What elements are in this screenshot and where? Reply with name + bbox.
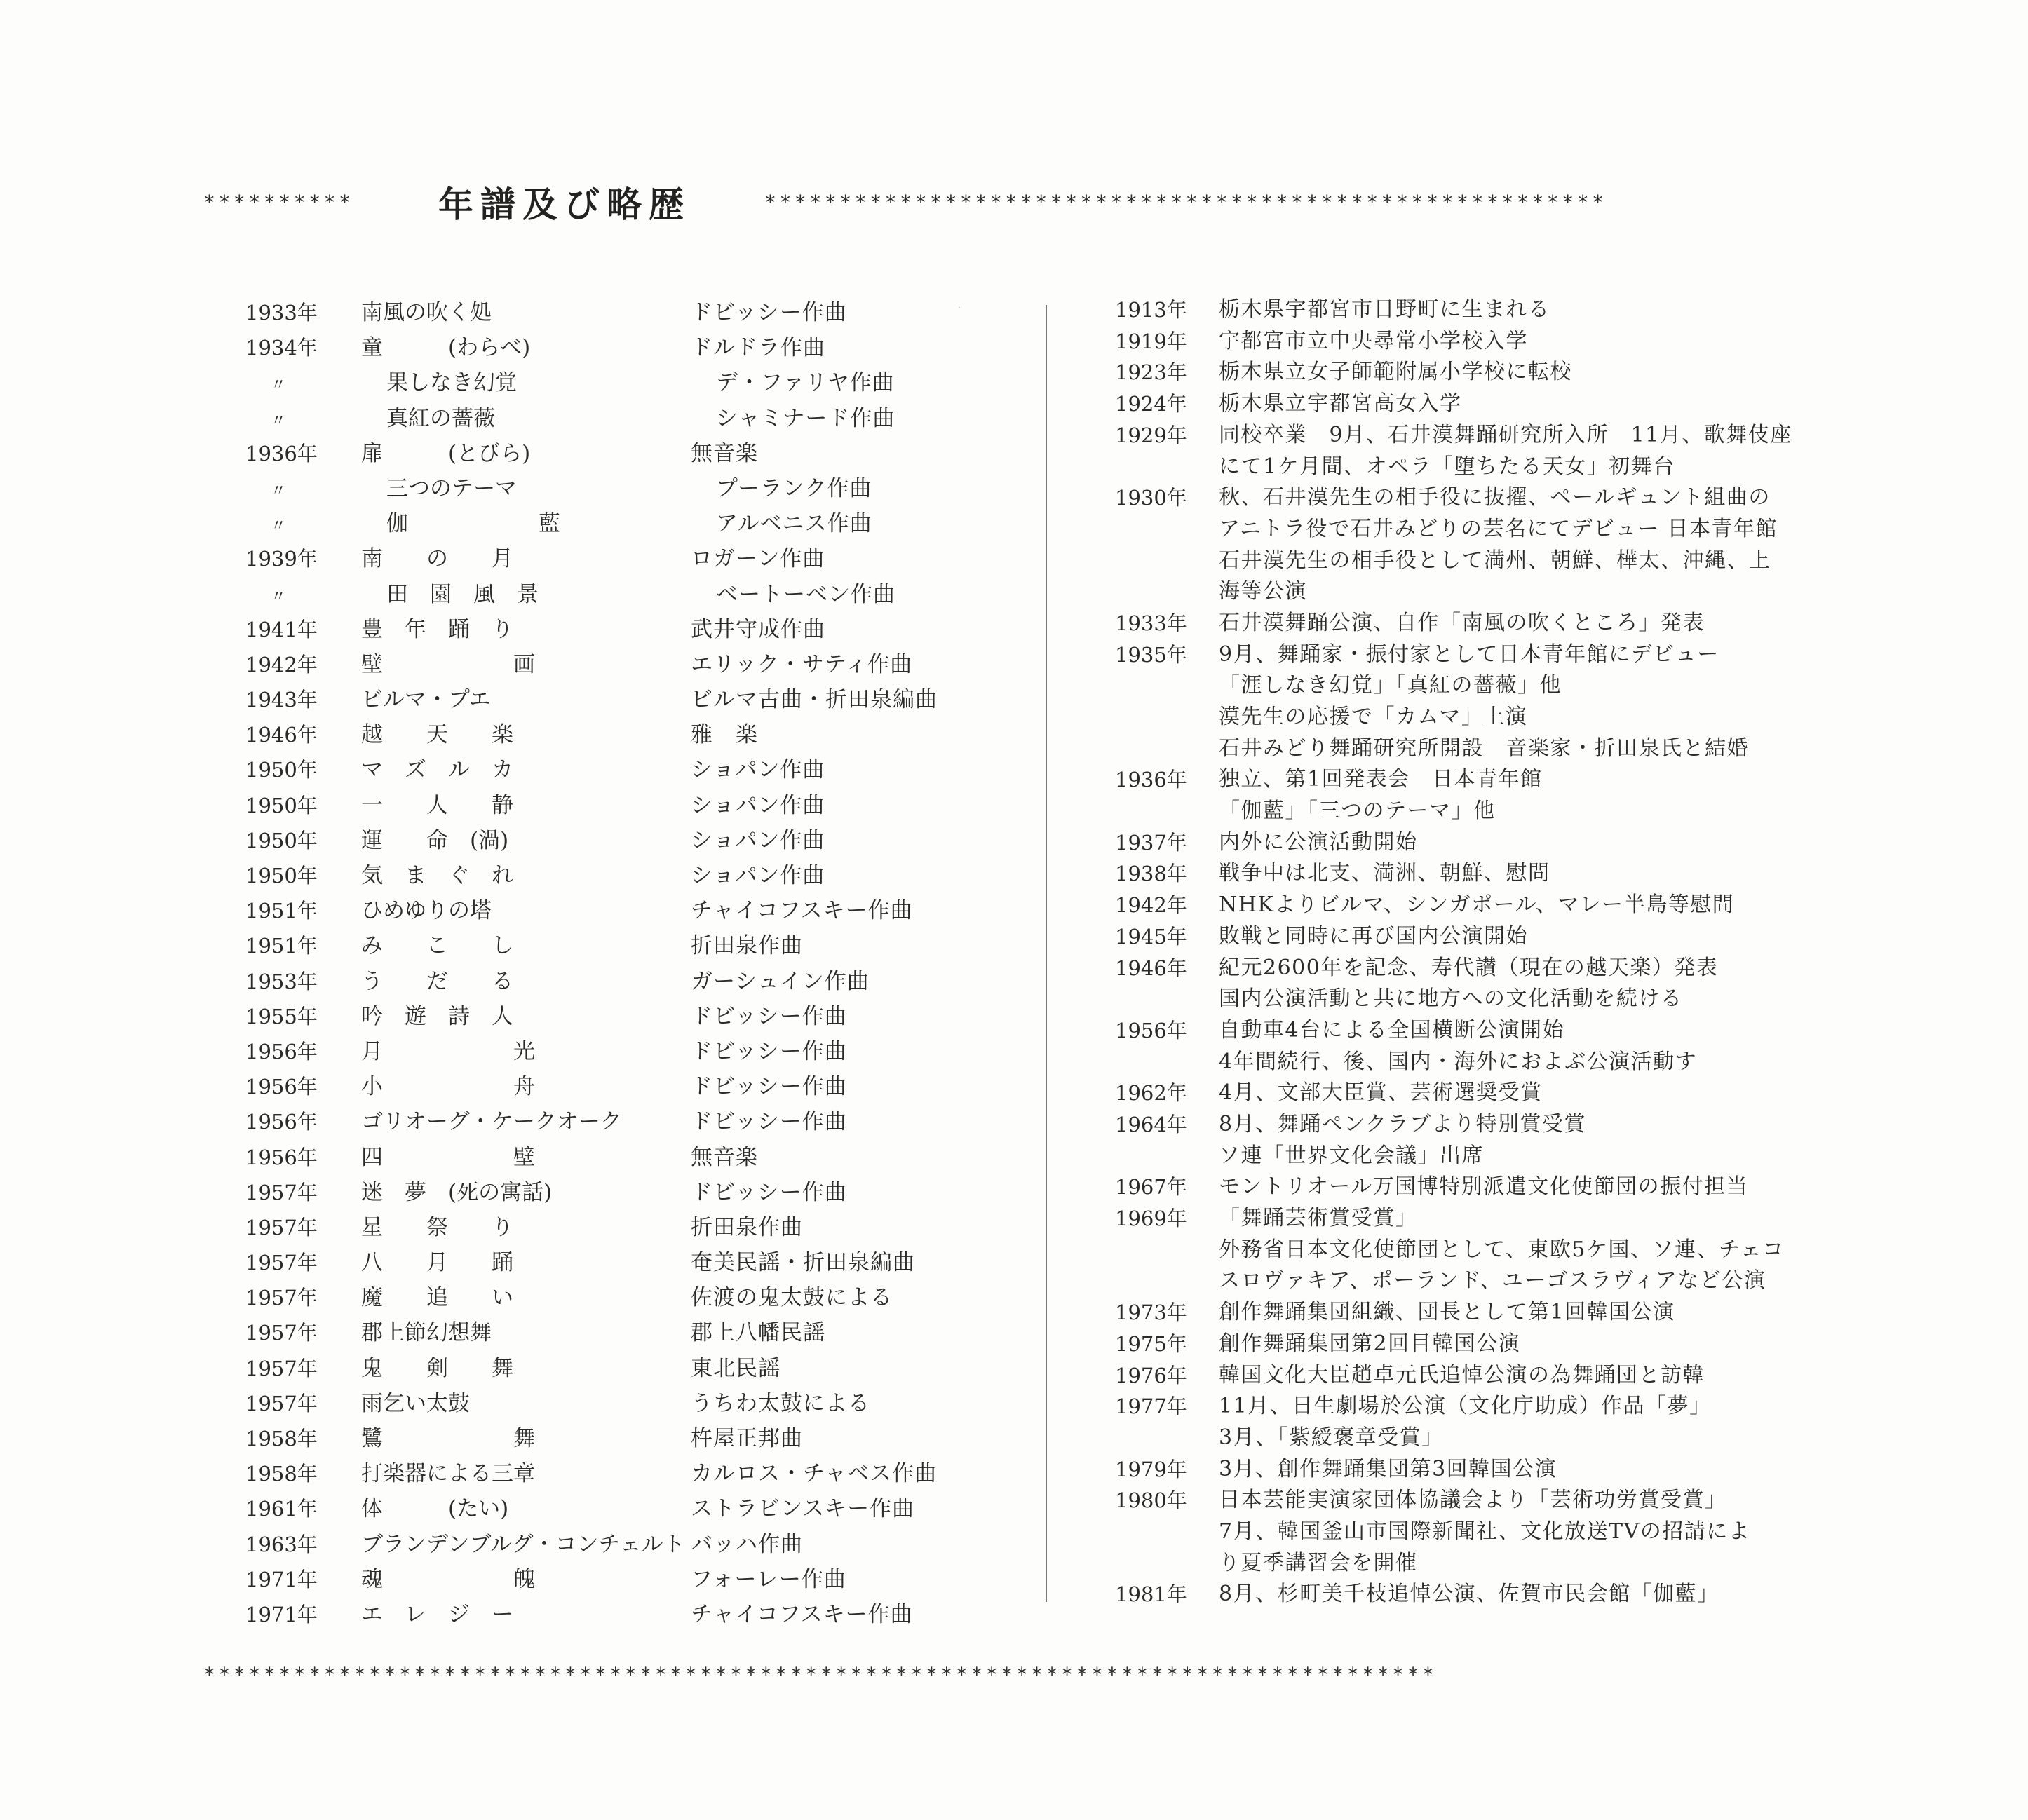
biography-line: ソ連「世界文化会議」出席: [1219, 1143, 1484, 1168]
work-title: 気 ま ぐ れ: [361, 863, 513, 888]
work-year: 〃: [271, 376, 287, 395]
biography-row: [1115, 1109, 1858, 1172]
work-music: バッハ作曲: [691, 1531, 803, 1557]
biography-line: 「涯しなき幻覚」「真紅の薔薇」他: [1219, 673, 1562, 698]
work-music: ショパン作曲: [691, 757, 825, 783]
work-year: 1957年: [245, 1180, 318, 1204]
work-title: 吟 遊 詩 人: [361, 1003, 513, 1029]
biography-year: 1962年: [1115, 1081, 1187, 1106]
work-year: 1956年: [245, 1145, 318, 1169]
work-row: [245, 541, 1038, 576]
biography-text: [1219, 608, 1858, 639]
biography-text: [1219, 1078, 1858, 1109]
work-row: [245, 892, 1038, 928]
biography-row: [1115, 1329, 1858, 1360]
work-title: マ ズ ル カ: [361, 757, 513, 783]
biography-line: 韓国文化大臣趙卓元氏追悼公演の為舞踊団と訪韓: [1219, 1362, 1705, 1387]
work-music: 無音楽: [691, 1144, 758, 1170]
biography-year: 1913年: [1115, 298, 1187, 322]
paper-speck: ·: [958, 303, 961, 314]
biography-text: [1219, 294, 1858, 326]
biography-year: 1942年: [1115, 893, 1187, 918]
biography-line: 秋、石井漠先生の相手役に抜擢、ペールギュント組曲の: [1219, 485, 1771, 510]
biography-text: [1219, 858, 1858, 890]
work-title: 魂 魄: [361, 1566, 535, 1592]
biography-line: り夏季講習会を開催: [1219, 1550, 1418, 1575]
work-year: 1963年: [245, 1532, 318, 1556]
biography-line: 3月、創作舞踊集団第3回韓国公演: [1219, 1456, 1557, 1481]
work-title: 壁 画: [361, 651, 535, 677]
biography-line: 「舞踊芸術賞受賞」: [1219, 1206, 1418, 1231]
work-music: ドビッシー作曲: [691, 1003, 847, 1029]
biography-row: [1115, 388, 1858, 420]
work-title: う だ る: [361, 968, 513, 994]
biography-text: [1219, 639, 1858, 765]
work-title: 郡上節幻想舞: [361, 1320, 492, 1346]
work-music: ドビッシー作曲: [691, 1179, 847, 1205]
biography-text: [1219, 1454, 1858, 1486]
biography-text: [1219, 1109, 1858, 1172]
work-year: 〃: [271, 412, 287, 430]
biography-text: [1219, 1391, 1858, 1453]
biography-text: [1219, 890, 1858, 921]
biography-text: [1219, 953, 1858, 1015]
work-row: [245, 1350, 1038, 1385]
biography-text: [1219, 1485, 1858, 1579]
biography-row: [1115, 827, 1858, 859]
work-row: [245, 1244, 1038, 1279]
work-title: 果しなき幻覚: [386, 370, 517, 396]
work-year: 1950年: [245, 793, 318, 817]
biography-line: 4年間続行、後、国内・海外におよぶ公演活動す: [1219, 1049, 1698, 1074]
work-year: 1939年: [245, 547, 318, 571]
work-title: 雨乞い太鼓: [361, 1390, 470, 1416]
work-music: 武井守成作曲: [691, 616, 825, 642]
work-row: [245, 294, 1038, 330]
work-music: 佐渡の鬼太鼓による: [691, 1285, 893, 1311]
biography-text: [1219, 827, 1858, 859]
work-row: [245, 1455, 1038, 1490]
work-year: 1950年: [245, 828, 318, 853]
work-music: ロガーン作曲: [691, 546, 825, 572]
biography-line: 栃木県宇都宮市日野町に生まれる: [1219, 297, 1550, 322]
biography-year: 1937年: [1115, 830, 1187, 855]
header-stars-left: **********: [203, 191, 354, 214]
work-row: [245, 1139, 1038, 1174]
work-title: 南 の 月: [361, 546, 513, 572]
biography-text: [1219, 357, 1858, 388]
biography-row: [1115, 1485, 1858, 1579]
works-list: [245, 294, 1038, 1631]
biography-line: 外務省日本文化使節団として、東欧5ケ国、ソ連、チェコ: [1219, 1237, 1785, 1262]
biography-year: 1979年: [1115, 1457, 1187, 1481]
work-row: [245, 822, 1038, 857]
work-year: 1956年: [245, 1110, 318, 1134]
work-music: エリック・サティ作曲: [691, 651, 913, 677]
work-title: 月 光: [361, 1038, 535, 1064]
work-title: 打楽器による三章: [361, 1461, 535, 1487]
work-music: ストラビンスキー作曲: [691, 1496, 915, 1522]
biography-text: [1219, 1360, 1858, 1392]
work-title: エ レ ジ ー: [361, 1601, 513, 1627]
work-year: 〃: [271, 588, 287, 606]
biography-line: 石井漠舞踊公演、自作「南風の吹くところ」発表: [1219, 610, 1705, 635]
biography-text: [1219, 921, 1858, 953]
work-row: [245, 1526, 1038, 1561]
work-music: 杵屋正邦曲: [691, 1426, 803, 1451]
work-row: [245, 330, 1038, 365]
biography-line: NHKよりビルマ、シンガポール、マレー半島等慰問: [1219, 892, 1735, 918]
biography-text: [1219, 1579, 1858, 1610]
work-year: 1953年: [245, 969, 318, 993]
work-year: 1958年: [245, 1427, 318, 1451]
work-row: [245, 1561, 1038, 1596]
work-year: 1955年: [245, 1004, 318, 1028]
biography-row: [1115, 764, 1858, 827]
biography-line: 自動車4台による全国横断公演開始: [1219, 1017, 1565, 1043]
work-year: 1956年: [245, 1039, 318, 1064]
work-title: 八 月 踊: [361, 1250, 513, 1276]
work-title: 三つのテーマ: [386, 475, 517, 501]
biography-year: 1929年: [1115, 423, 1187, 447]
work-music: ショパン作曲: [691, 792, 825, 818]
work-music: ドビッシー作曲: [691, 1109, 847, 1135]
biography-line: 内外に公演活動開始: [1219, 829, 1418, 855]
biography-year: 1938年: [1115, 862, 1187, 886]
biography-text: [1219, 1297, 1858, 1329]
work-row: [245, 681, 1038, 717]
work-title: 伽 藍: [386, 511, 560, 537]
biography-line: 日本芸能実演家団体協議会より「芸術功労賞受賞」: [1219, 1488, 1727, 1513]
biography-line: 7月、韓国釜山市国際新聞社、文化放送TVの招請によ: [1219, 1519, 1751, 1544]
biography-line: 8月、舞踊ペンクラブより特別賞受賞: [1219, 1112, 1586, 1137]
work-row: [245, 646, 1038, 681]
biography-text: [1219, 326, 1858, 358]
biography-row: [1115, 953, 1858, 1015]
work-title: 体 (たい): [361, 1496, 509, 1522]
work-row: [245, 365, 1038, 400]
biography-year: 1946年: [1115, 956, 1187, 980]
work-row: [245, 1174, 1038, 1209]
biography-row: [1115, 1015, 1858, 1078]
biography-year: 1924年: [1115, 392, 1187, 416]
work-row: [245, 1068, 1038, 1103]
biography-row: [1115, 1391, 1858, 1453]
biography-row: [1115, 1297, 1858, 1329]
work-row: [245, 1420, 1038, 1455]
work-year: 1957年: [245, 1391, 318, 1415]
biography-line: 栃木県立女子師範附属小学校に転校: [1219, 360, 1572, 385]
work-music: ドビッシー作曲: [691, 1038, 847, 1064]
biography-row: [1115, 482, 1858, 608]
work-title: 魔 追 い: [361, 1285, 513, 1311]
biography-text: [1219, 420, 1858, 482]
work-music: シャミナード作曲: [716, 405, 895, 431]
biography-year: 1945年: [1115, 924, 1187, 949]
work-music: デ・ファリヤ作曲: [716, 370, 895, 396]
work-music: ドビッシー作曲: [691, 300, 847, 325]
biography-year: 1980年: [1115, 1488, 1187, 1513]
work-year: 1957年: [245, 1356, 318, 1380]
biography-year: 1935年: [1115, 642, 1187, 667]
biography-line: 宇都宮市立中央尋常小学校入学: [1219, 328, 1528, 353]
work-year: 1946年: [245, 723, 318, 747]
work-row: [245, 857, 1038, 892]
biography-list: [1115, 294, 1858, 1610]
work-year: 1957年: [245, 1215, 318, 1240]
biography-line: 独立、第1回発表会 日本青年館: [1219, 767, 1543, 792]
work-year: 1934年: [245, 336, 318, 360]
biography-row: [1115, 1203, 1858, 1297]
biography-line: 石井漠先生の相手役として満州、朝鮮、樺太、沖縄、上: [1219, 548, 1771, 573]
work-row: [245, 1279, 1038, 1315]
page-title: 年譜及び略歴: [438, 184, 691, 225]
work-music: プーランク作曲: [716, 475, 872, 501]
work-row: [245, 963, 1038, 998]
column-divider: [1046, 305, 1047, 1602]
work-year: 1971年: [245, 1602, 318, 1627]
work-row: [245, 1209, 1038, 1244]
biography-line: アニトラ役で石井みどりの芸名にてデビュー 日本青年館: [1219, 516, 1778, 541]
biography-row: [1115, 1454, 1858, 1486]
work-row: [245, 1103, 1038, 1139]
work-music: フォーレー作曲: [691, 1566, 846, 1592]
work-music: 東北民謡: [691, 1355, 780, 1381]
work-music: ドルドラ作曲: [691, 335, 825, 361]
biography-line: 石井みどり舞踊研究所開設 音楽家・折田泉氏と結婚: [1219, 735, 1749, 761]
biography-row: [1115, 608, 1858, 639]
work-title: 真紅の薔薇: [386, 405, 495, 431]
header-stars-right: ********************************************************: [764, 191, 1607, 214]
work-row: [245, 470, 1038, 505]
work-year: 1958年: [245, 1462, 318, 1486]
work-music: アルベニス作曲: [716, 511, 872, 537]
biography-line: 11月、日生劇場於公演（文化庁助成）作品「夢」: [1219, 1394, 1712, 1419]
biography-line: 同校卒業 9月、石井漠舞踊研究所入所 11月、歌舞伎座: [1219, 422, 1792, 447]
work-year: 1936年: [245, 441, 318, 466]
biography-row: [1115, 1360, 1858, 1392]
biography-year: 1977年: [1115, 1394, 1187, 1419]
work-title: 童 (わらべ): [361, 335, 531, 361]
biography-text: [1219, 1015, 1858, 1078]
biography-text: [1219, 482, 1858, 608]
biography-year: 1936年: [1115, 768, 1187, 792]
biography-year: 1964年: [1115, 1113, 1187, 1137]
work-title: み こ し: [361, 933, 513, 959]
work-title: ゴリオーグ・ケークオーク: [361, 1109, 622, 1135]
work-music: ビルマ古曲・折田泉編曲: [691, 687, 938, 713]
biography-line: 「伽藍」「三つのテーマ」他: [1219, 799, 1496, 824]
biography-line: 栃木県立宇都宮高女入学: [1219, 391, 1462, 416]
work-row: [245, 1490, 1038, 1526]
work-music: 折田泉作曲: [691, 1214, 803, 1240]
biography-text: [1219, 764, 1858, 827]
biography-line: 紀元2600年を記念、寿代讃（現在の越天楽）発表: [1219, 955, 1719, 980]
biography-line: 国内公演活動と共に地方への文化活動を続ける: [1219, 986, 1683, 1012]
biography-line: スロヴァキア、ポーランド、ユーゴスラヴィアなど公演: [1219, 1268, 1766, 1293]
work-music: ドビッシー作曲: [691, 1074, 847, 1100]
work-title: 四 壁: [361, 1144, 535, 1170]
biography-line: 創作舞踊集団組織、団長として第1回韓国公演: [1219, 1300, 1675, 1325]
work-title: 南風の吹く処: [361, 300, 492, 325]
work-year: 1942年: [245, 652, 318, 677]
work-year: 〃: [271, 482, 287, 500]
work-title: ビルマ・プエ: [361, 687, 491, 713]
biography-text: [1219, 1172, 1858, 1203]
work-year: 1957年: [245, 1286, 318, 1310]
biography-year: 1933年: [1115, 611, 1187, 635]
work-year: 1957年: [245, 1321, 318, 1345]
biography-row: [1115, 294, 1858, 326]
work-year: 1961年: [245, 1497, 318, 1521]
work-title: 豊 年 踊 り: [361, 616, 513, 642]
biography-line: 3月、「紫綬褒章受賞」: [1219, 1425, 1444, 1450]
biography-row: [1115, 921, 1858, 953]
work-title: 鬼 剣 舞: [361, 1355, 513, 1381]
work-music: 雅 楽: [691, 722, 758, 748]
work-row: [245, 1385, 1038, 1420]
work-title: 越 天 楽: [361, 722, 513, 748]
work-music: ガーシュイン作曲: [691, 968, 870, 994]
work-title: ブランデンブルグ・コンチェルト: [361, 1531, 685, 1557]
work-music: 折田泉作曲: [691, 933, 803, 959]
work-row: [245, 1596, 1038, 1631]
biography-line: 8月、杉町美千枝追悼公演、佐賀市民会館「伽藍」: [1219, 1582, 1719, 1607]
biography-row: [1115, 420, 1858, 482]
biography-line: 4月、文部大臣賞、芸術選奨受賞: [1219, 1080, 1543, 1106]
work-row: [245, 576, 1038, 611]
work-year: 1957年: [245, 1251, 318, 1275]
biography-row: [1115, 639, 1858, 765]
work-music: ショパン作曲: [691, 863, 825, 888]
biography-line: モントリオール万国博特別派遣文化使節団の振付担当: [1219, 1174, 1749, 1200]
work-title: ひめゆりの塔: [361, 898, 492, 924]
work-year: 1941年: [245, 617, 318, 641]
work-row: [245, 752, 1038, 787]
work-music: ベートーベン作曲: [716, 581, 895, 607]
work-year: 1950年: [245, 864, 318, 888]
footer-stars: **********************************************************************************: [203, 1663, 1438, 1686]
work-title: 鷺 舞: [361, 1426, 535, 1451]
work-title: 小 舟: [361, 1074, 535, 1100]
biography-text: [1219, 388, 1858, 420]
work-row: [245, 611, 1038, 646]
work-title: 迷 夢 (死の寓話): [361, 1179, 553, 1205]
biography-line: にて1ケ月間、オペラ「堕ちたる天女」初舞台: [1219, 454, 1675, 479]
biography-row: [1115, 1078, 1858, 1109]
work-music: チャイコフスキー作曲: [691, 898, 913, 924]
work-music: 奄美民謡・折田泉編曲: [691, 1250, 915, 1276]
work-music: チャイコフスキー作曲: [691, 1601, 913, 1627]
biography-row: [1115, 326, 1858, 358]
biography-line: 戦争中は北支、満洲、朝鮮、慰問: [1219, 861, 1550, 886]
work-title: 星 祭 り: [361, 1214, 513, 1240]
work-title: 田 園 風 景: [386, 581, 539, 607]
biography-line: 敗戦と同時に再び国内公演開始: [1219, 923, 1528, 949]
work-row: [245, 787, 1038, 822]
biography-line: 漠先生の応援で「カムマ」上演: [1219, 705, 1528, 730]
biography-line: 海等公演: [1219, 579, 1307, 604]
work-music: ショパン作曲: [691, 827, 825, 853]
biography-row: [1115, 1172, 1858, 1203]
work-year: 1933年: [245, 301, 318, 325]
work-year: 1956年: [245, 1075, 318, 1099]
work-row: [245, 1033, 1038, 1068]
biography-year: 1923年: [1115, 360, 1187, 385]
biography-year: 1967年: [1115, 1175, 1187, 1200]
work-year: 1951年: [245, 934, 318, 958]
biography-row: [1115, 858, 1858, 890]
biography-year: 1969年: [1115, 1207, 1187, 1231]
biography-line: 創作舞踊集団第2回目韓国公演: [1219, 1331, 1521, 1356]
biography-row: [1115, 1579, 1858, 1610]
biography-year: 1956年: [1115, 1018, 1187, 1043]
work-row: [245, 998, 1038, 1033]
work-row: [245, 435, 1038, 470]
work-year: 〃: [271, 517, 287, 536]
work-row: [245, 928, 1038, 963]
work-music: うちわ太鼓による: [691, 1390, 870, 1416]
work-year: 1943年: [245, 688, 318, 712]
work-music: カルロス・チャベス作曲: [691, 1461, 938, 1487]
work-title: 一 人 静: [361, 792, 513, 818]
biography-year: 1975年: [1115, 1331, 1187, 1356]
biography-year: 1981年: [1115, 1582, 1187, 1607]
work-music: 郡上八幡民謡: [691, 1320, 825, 1346]
biography-year: 1976年: [1115, 1363, 1187, 1387]
work-title: 運 命 (渦): [361, 827, 509, 853]
work-row: [245, 1315, 1038, 1350]
work-year: 1971年: [245, 1567, 318, 1591]
biography-text: [1219, 1203, 1858, 1297]
biography-year: 1919年: [1115, 329, 1187, 353]
work-title: 扉 (とびら): [361, 440, 531, 466]
work-row: [245, 717, 1038, 752]
biography-year: 1930年: [1115, 486, 1187, 510]
biography-row: [1115, 357, 1858, 388]
work-year: 1950年: [245, 758, 318, 782]
biography-text: [1219, 1329, 1858, 1360]
work-music: 無音楽: [691, 440, 758, 466]
biography-line: 9月、舞踊家・振付家として日本青年館にデビュー: [1219, 641, 1719, 667]
work-year: 1951年: [245, 899, 318, 923]
biography-row: [1115, 890, 1858, 921]
biography-year: 1973年: [1115, 1301, 1187, 1325]
work-row: [245, 505, 1038, 541]
work-row: [245, 400, 1038, 435]
